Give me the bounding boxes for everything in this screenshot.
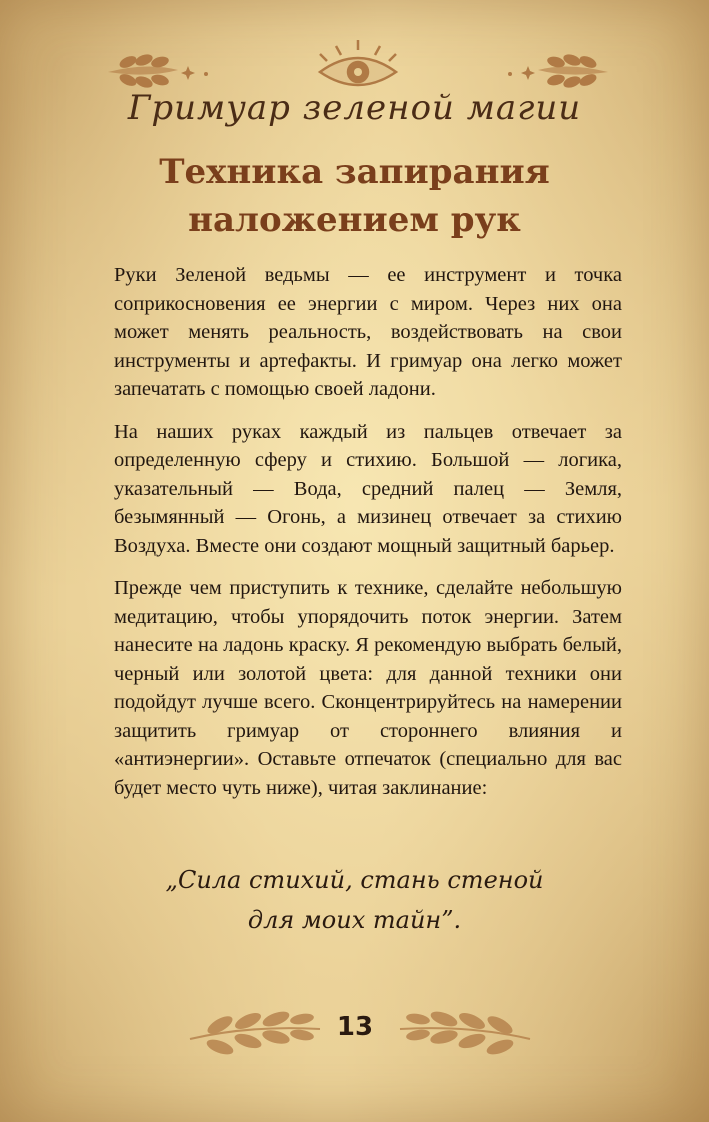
paragraph: На наших руках каждый из пальцев отвечает за определенную сферу и стихию. Большой — логика, указательный — Вода, средний палец — Земля, безымянный — Огонь, а мизинец отвечает за стихию Воздуха. Вместе они создают мощный защитный барьер. <box>114 420 622 557</box>
laurel-branch-icon <box>538 52 608 90</box>
paragraph: Прежде чем приступить к технике, сделайте небольшую медитацию, чтобы упорядочить поток энергии. Затем нанесите на ладонь краску. Я рекомендую выбрать белый, черный или золотой цвета: для данной техники они подойдут лучше всего. Сконцентрируйтесь на намерении защитить гримуар от стороннего влияния и «антиэнергии». Оставьте отпечаток (специально для вас будет место чуть ниже), читая заклинание: <box>114 577 622 799</box>
title-line-2: наложением рук <box>188 200 521 240</box>
laurel-branch-icon <box>190 1009 320 1058</box>
spell-line-2: для моих тайн”. <box>247 906 462 934</box>
page-title <box>0 148 709 244</box>
laurel-branch-icon <box>400 1009 530 1058</box>
laurel-branch-icon <box>108 52 178 90</box>
title-line-1: Техника запирания <box>159 152 550 192</box>
spell-quote <box>0 860 709 940</box>
eye-icon <box>320 40 396 85</box>
paragraph: Руки Зеленой ведьмы — ее инструмент и точка соприкосновения ее энергии с миром. Через них она может менять реальность, воздействовать на свои инструменты и артефакты. И гримуар она легко может запечатать с помощью своей ладони. <box>114 264 622 400</box>
running-head: Гримуар зеленой магии <box>127 88 582 128</box>
page-number: 13 <box>336 1012 374 1042</box>
body-text <box>114 261 622 816</box>
spell-line-1: „Сила стихий, стань стеной <box>165 866 544 894</box>
